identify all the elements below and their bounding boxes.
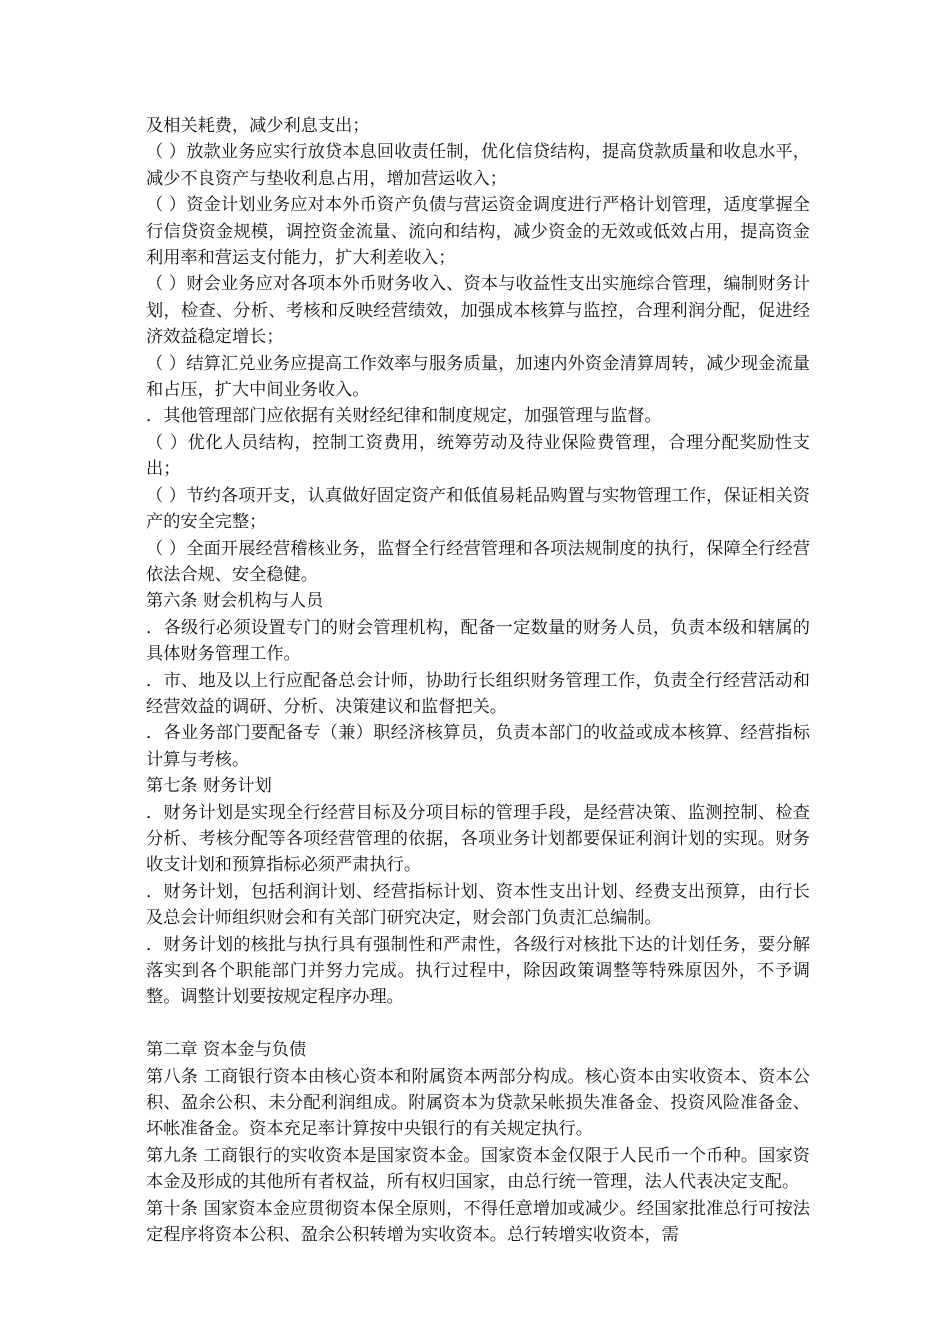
paragraph: （ ）全面开展经营稽核业务，监督全行经营管理和各项法规制度的执行，保障全行经营依法合规、安全稳健。: [146, 538, 810, 585]
paragraph: ．各业务部门要配备专（兼）职经济核算员，负责本部门的收益或成本核算、经营指标计算与考核。: [146, 723, 810, 770]
paragraph: ．各级行必须设置专门的财会管理机构，配备一定数量的财务人员，负责本级和辖属的具体财务管理工作。: [146, 617, 810, 665]
paragraph: ．财务计划的核批与执行具有强制性和严肃性，各级行对核批下达的计划任务，要分解落实到各个职能部门并努力完成。执行过程中，除因政策调整等特殊原因外，不予调整。调整计划要按规定程序办理。: [146, 934, 810, 1008]
chapter-heading: 第二章 资本金与负债: [146, 1040, 307, 1061]
paragraph: 及相关耗费，减少利息支出；: [146, 116, 370, 136]
paragraph: （ ）财会业务应对各项本外币财务收入、资本与收益性支出实施综合管理，编制财务计划，检查、分析、考核和反映经营绩效，加强成本核算与监控，合理利润分配，促进经济效益稳定增长；: [146, 274, 810, 348]
paragraph: ．财务计划是实现全行经营目标及分项目标的管理手段，是经营决策、监测控制、检查分析、考核分配等各项经营管理的依据，各项业务计划都要保证利润计划的实现。财务收支计划和预算指标必须严肃执行。: [146, 802, 810, 876]
paragraph: ．其他管理部门应依据有关财经纪律和制度规定，加强管理与监督。: [146, 406, 662, 427]
paragraph: （ ）放款业务应实行放贷本息回收责任制，优化信贷结构，提高贷款质量和收息水平，减少不良资产与垫收利息占用，增加营运收入；: [146, 142, 810, 189]
article-heading: 第六条 财会机构与人员: [146, 591, 324, 612]
paragraph: ．市、地及以上行应配备总会计师，协助行长组织财务管理工作，负责全行经营活动和经营效益的调研、分析、决策建议和监督把关。: [146, 670, 810, 717]
paragraph: （ ）优化人员结构，控制工资费用，统筹劳动及待业保险费管理，合理分配奖励性支出；: [146, 432, 810, 480]
paragraph: 第十条 国家资本金应贯彻资本保全原则，不得任意增加或减少。经国家批准总行可按法定程序将资本公积、盈余公积转增为实收资本。总行转增实收资本，需: [146, 1198, 810, 1246]
blank-line: [146, 1011, 810, 1037]
paragraph: ．财务计划，包括利润计划、经营指标计划、资本性支出计划、经费支出预算，由行长及总会计师组织财会和有关部门研究决定，财会部门负责汇总编制。: [146, 881, 810, 929]
paragraph: 第九条 工商银行的实收资本是国家资本金。国家资本金仅限于人民币一个币种。国家资本金及形成的其他所有者权益，所有权归国家，由总行统一管理，法人代表决定支配。: [146, 1145, 810, 1193]
article-heading: 第七条 财务计划: [146, 776, 272, 797]
paragraph: （ ）资金计划业务应对本外币资产负债与营运资金调度进行严格计划管理，适度掌握全行信贷资金规模，调控资金流量、流向和结构，减少资金的无效或低效占用，提高资金利用率和营运支付能力，扩大利差收入；: [146, 195, 810, 269]
paragraph: 第八条 工商银行资本由核心资本和附属资本两部分构成。核心资本由实收资本、资本公积、盈余公积、未分配利润组成。附属资本为贷款呆帐损失准备金、投资风险准备金、坏帐准备金。资本充足率计算按中央银行的有关规定执行。: [146, 1066, 810, 1140]
paragraph: （ ）节约各项开支，认真做好固定资产和低值易耗品购置与实物管理工作，保证相关资产的安全完整；: [146, 485, 810, 533]
document-body: [146, 113, 810, 1248]
paragraph: （ ）结算汇兑业务应提高工作效率与服务质量，加速内外资金清算周转，减少现金流量和占压，扩大中间业务收入。: [146, 353, 810, 401]
